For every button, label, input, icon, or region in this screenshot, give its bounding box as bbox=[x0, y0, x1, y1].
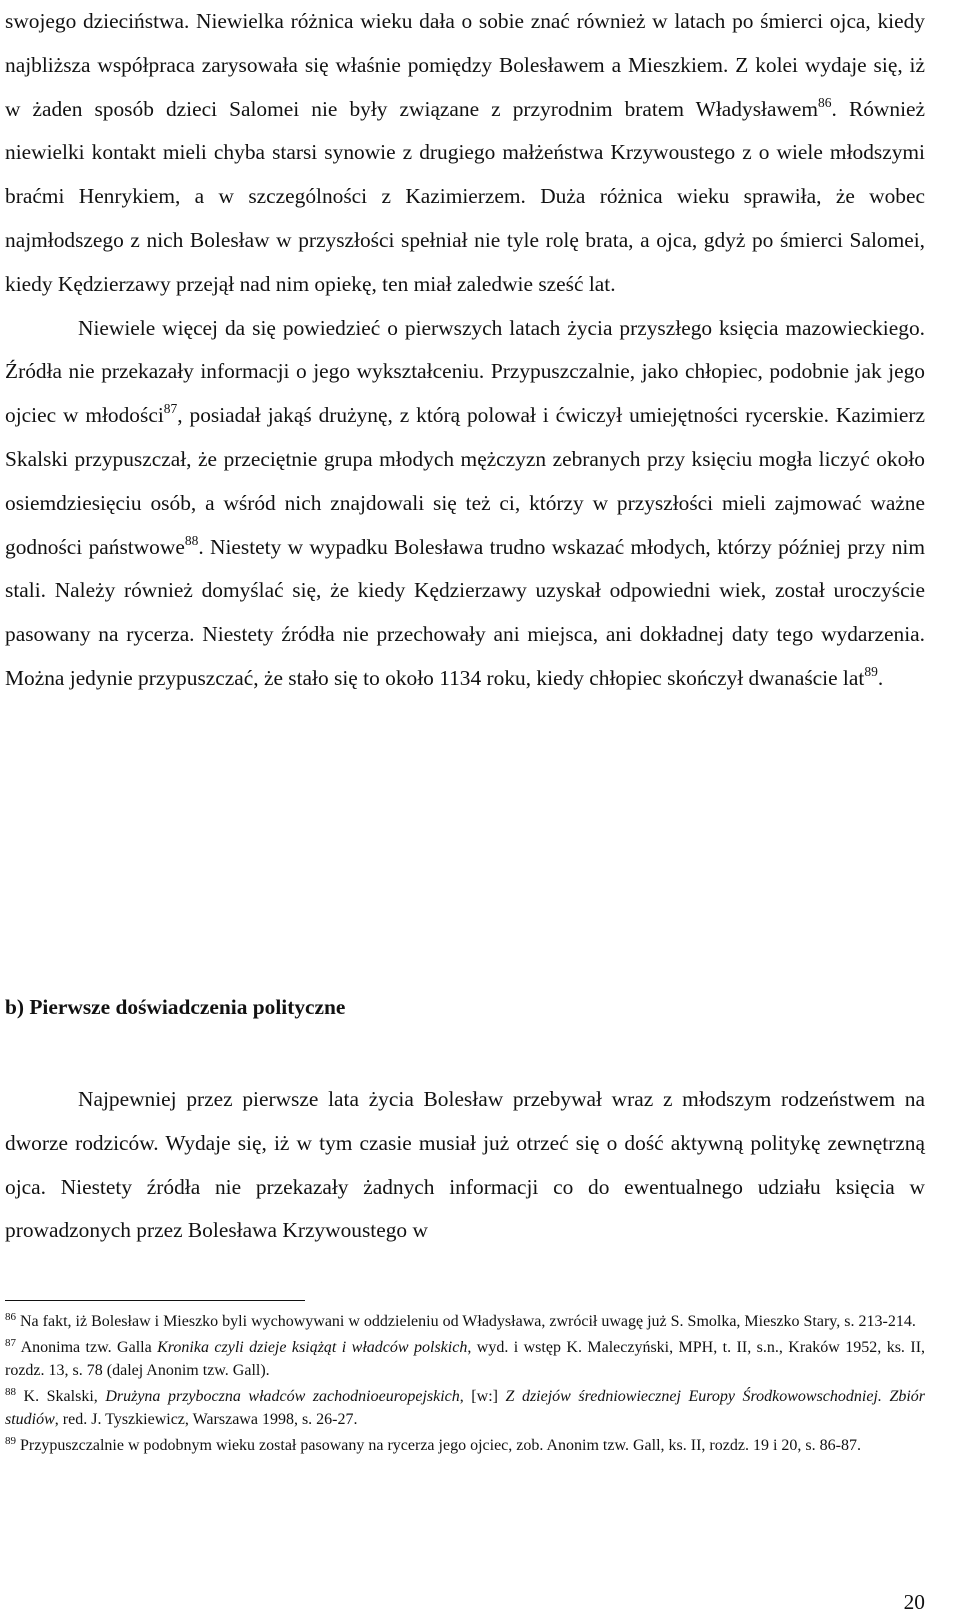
footnote-number: 87 bbox=[5, 1337, 16, 1349]
paragraph-3: Najpewniej przez pierwsze lata życia Bolesław przebywał wraz z młodszym rodzeństwem na dworze rodziców. Wydaje się, iż w tym czasie musiał już otrzeć się o dość aktywną politykę zewnętrzną ojca. Niestety źródła nie przekazały żadnych informacji co do ewentualnego udziału księcia w prowadzonych przez Bolesława Krzywoustego w bbox=[5, 1087, 925, 1243]
footnote-text: , wyd. i wstęp K. Maleczyński, MPH, t. II, s.n., Kraków 1952, ks. II, rozdz. 13, s. 78 (dalej Anonim tzw. Gall). bbox=[5, 1339, 926, 1379]
paragraph-2-text-a: Niewiele więcej da się powiedzieć o pierwszych latach życia przyszłego księcia mazowieckiego. Źródła nie przekazały informacji o jego wykształceniu. Przypuszczalnie, jako chłopiec, podobnie jak jego ojciec w młodości bbox=[5, 315, 925, 428]
paragraph-1 bbox=[5, 0, 925, 307]
footnote-87 bbox=[5, 1336, 925, 1382]
footnote-text: Na fakt, iż Bolesław i Mieszko byli wychowywani w oddzieleniu od Władysława, zwrócił uwagę już S. Smolka, Mieszko Stary, s. 213-214. bbox=[20, 1313, 916, 1330]
paragraph-1-text-a: swojego dzieciństwa. Niewielka różnica wieku dała o sobie znać również w latach po śmierci ojca, kiedy najbliższa współpraca zarysowała się właśnie pomiędzy Bolesławem a Mieszkiem. Z kolei wydaje się, iż w żaden sposób dzieci Salomei nie były związane z przyrodnim bratem Władysławem bbox=[5, 9, 925, 121]
paragraph-2-text-b: , posiadał jakąś drużynę, z którą polował i ćwiczył umiejętności rycerskie. Kazimierz Skalski przypuszczał, że przeciętnie grupa młodych mężczyzn zebranych przy księciu mogła liczyć około osiemdziesięciu osób, a wśród nich znajdowali się też ci, którzy w przyszłości mieli zajmować ważne godności państwowe bbox=[5, 403, 925, 559]
footnote-title-italic: Drużyna przyboczna władców zachodnioeuropejskich bbox=[105, 1388, 460, 1405]
paragraph-2-text-d: . bbox=[877, 665, 884, 690]
footnote-ref-86: 86 bbox=[818, 94, 832, 110]
footnote-number: 89 bbox=[5, 1435, 16, 1447]
footnote-text: K. Skalski, bbox=[23, 1388, 106, 1405]
footnote-89 bbox=[5, 1434, 925, 1457]
footnote-text: Anonima tzw. Galla bbox=[20, 1339, 158, 1356]
paragraph-1-text-b: . Również niewielki kontakt mieli chyba starsi synowie z drugiego małżeństwa Krzywoustego z o wiele młodszymi braćmi Henrykiem, a w szczególności z Kazimierzem. Duża różnica wieku sprawiła, że wobec najmłodszego z nich Bolesław w przyszłości spełniał nie tyle rolę brata, a ojca, gdyż po śmierci Salomei, kiedy Kędzierzawy przejął nad nim opiekę, ten miał zaledwie sześć lat. bbox=[5, 96, 925, 296]
paragraph-2 bbox=[5, 307, 925, 701]
footnote-text: , red. J. Tyszkiewicz, Warszawa 1998, s. 26-27. bbox=[54, 1411, 358, 1428]
footnote-number: 86 bbox=[5, 1311, 16, 1323]
footnote-title-italic: Z dziejów średniowiecznej Europy Środkowowschodniej. Zbiór studiów bbox=[5, 1388, 926, 1428]
footnote-text: , [w:] bbox=[459, 1388, 506, 1405]
footnote-ref-88: 88 bbox=[184, 532, 199, 548]
footnote-ref-87: 87 bbox=[163, 401, 178, 417]
paragraph-2-text-c: . Niestety w wypadku Bolesława trudno wskazać młodych, którzy później przy nim stali. Należy również domyślać się, że kiedy Kędzierzawy uzyskał odpowiedni wiek, został uroczyście pasowany na rycerza. Niestety źródła nie przechowały ani miejsca, ani dokładnej daty tego wydarzenia. Można jedynie przypuszczać, że stało się to około 1134 roku, kiedy chłopiec skończył dwanaście lat bbox=[5, 534, 925, 690]
footnotes bbox=[5, 1310, 925, 1460]
footnote-number: 88 bbox=[5, 1386, 16, 1398]
section-2 bbox=[5, 1078, 925, 1253]
footnote-text: Przypuszczalnie w podobnym wieku został pasowany na rycerza jego ojciec, zob. Anonim tzw. Gall, ks. II, rozdz. 19 i 20, s. 86-87. bbox=[20, 1437, 861, 1454]
footnote-88 bbox=[5, 1385, 925, 1431]
page-number: 20 bbox=[903, 1590, 925, 1614]
footnote-title-italic: Kronika czyli dzieje książąt i władców polskich bbox=[157, 1339, 468, 1356]
footnote-ref-89: 89 bbox=[864, 663, 878, 679]
footnote-separator bbox=[5, 1300, 305, 1301]
document-page bbox=[5, 0, 926, 1614]
section-heading: b) Pierwsze doświadczenia polityczne bbox=[5, 995, 346, 1019]
footnote-86 bbox=[5, 1310, 925, 1333]
